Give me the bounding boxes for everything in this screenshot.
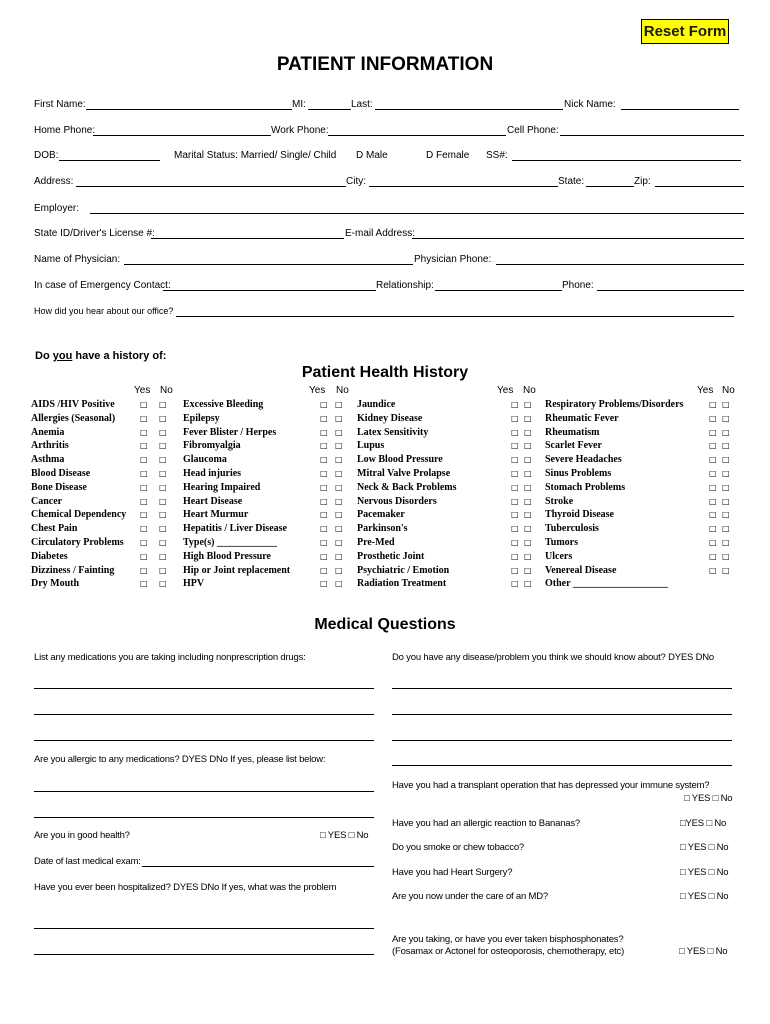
condition-no-checkbox[interactable]: □: [159, 482, 167, 492]
zip-field[interactable]: [655, 176, 744, 187]
condition-yes-checkbox[interactable]: □: [320, 427, 328, 437]
condition-yes-checkbox[interactable]: □: [511, 524, 519, 534]
condition-no-checkbox[interactable]: □: [335, 400, 343, 409]
condition-no-checkbox[interactable]: □: [159, 551, 167, 561]
first-name-field[interactable]: [86, 99, 292, 110]
condition-yes-checkbox[interactable]: □: [320, 524, 328, 534]
condition-label: Rheumatic Fever: [545, 412, 619, 424]
condition-no-checkbox[interactable]: □: [159, 510, 167, 520]
condition-label: Arthritis: [31, 440, 69, 452]
condition-no-checkbox[interactable]: □: [524, 579, 532, 589]
condition-label: Excessive Bleeding: [183, 399, 264, 410]
condition-label: Type(s) ____________: [183, 537, 277, 548]
dob-field[interactable]: [59, 150, 160, 161]
no-header: No: [160, 385, 173, 396]
male-option[interactable]: D Male: [356, 150, 388, 161]
physician-label: Name of Physician:: [34, 254, 121, 265]
condition-label: Diabetes: [31, 550, 68, 562]
hospitalized-line-1[interactable]: [34, 928, 374, 929]
condition-label: Scarlet Fever: [545, 440, 602, 452]
condition-yes-checkbox[interactable]: □: [140, 579, 148, 589]
condition-yes-checkbox[interactable]: □: [320, 538, 328, 547]
emergency-phone-label: Phone:: [562, 280, 594, 291]
physician-field[interactable]: [124, 254, 413, 265]
condition-yes-checkbox[interactable]: □: [511, 441, 519, 451]
yes-header: Yes: [497, 385, 514, 396]
condition-no-checkbox[interactable]: □: [524, 524, 532, 534]
condition-yes-checkbox[interactable]: □: [140, 565, 148, 575]
disease-line-3[interactable]: [392, 740, 732, 741]
last-exam-label: Date of last medical exam:: [34, 856, 141, 867]
medications-line-1[interactable]: [34, 688, 374, 689]
condition-yes-checkbox[interactable]: □: [511, 427, 519, 437]
cell-phone-label: Cell Phone:: [507, 125, 559, 136]
condition-no-checkbox[interactable]: □: [722, 427, 730, 437]
page-title: PATIENT INFORMATION: [276, 54, 494, 75]
nick-name-field[interactable]: [621, 99, 739, 110]
condition-yes-checkbox[interactable]: □: [140, 510, 148, 520]
condition-yes-checkbox[interactable]: □: [320, 482, 328, 492]
condition-label: Circulatory Problems: [31, 537, 124, 548]
condition-label: Psychiatric / Emotion: [357, 564, 450, 576]
state-field[interactable]: [586, 176, 634, 187]
condition-yes-checkbox[interactable]: □: [140, 469, 148, 478]
zip-label: Zip:: [634, 176, 651, 187]
ss-label: SS#:: [486, 150, 508, 161]
bananas-yes-no[interactable]: □YES □ No: [680, 818, 727, 829]
condition-label: Heart Disease: [183, 495, 243, 507]
condition-yes-checkbox[interactable]: □: [709, 551, 717, 561]
condition-label: Allergies (Seasonal): [31, 412, 116, 424]
condition-label: Fever Blister / Herpes: [183, 426, 277, 438]
condition-no-checkbox[interactable]: □: [524, 469, 532, 478]
condition-yes-checkbox[interactable]: □: [140, 482, 148, 492]
condition-no-checkbox[interactable]: □: [722, 455, 730, 465]
condition-label: Pre-Med: [357, 537, 395, 548]
home-phone-field[interactable]: [93, 125, 271, 136]
condition-yes-checkbox[interactable]: □: [709, 482, 717, 492]
condition-label: Lupus: [357, 440, 385, 452]
condition-no-checkbox[interactable]: □: [159, 496, 167, 506]
condition-no-checkbox[interactable]: □: [335, 482, 343, 492]
work-phone-label: Work Phone:: [271, 125, 329, 136]
condition-no-checkbox[interactable]: □: [524, 482, 532, 492]
license-label: State ID/Driver's License #:: [34, 228, 155, 239]
condition-label: Venereal Disease: [545, 564, 617, 576]
condition-no-checkbox[interactable]: □: [159, 469, 167, 478]
condition-label: Heart Murmur: [183, 509, 249, 521]
condition-label: Radiation Treatment: [357, 578, 447, 590]
condition-yes-checkbox[interactable]: □: [140, 400, 148, 409]
mi-field[interactable]: [308, 99, 351, 110]
no-header: No: [336, 385, 349, 396]
condition-label: Stroke: [545, 495, 574, 507]
condition-label: Neck & Back Problems: [357, 481, 457, 493]
hospitalized-question: Have you ever been hospitalized? DYES DNo If yes, what was the problem: [34, 882, 337, 893]
employer-field[interactable]: [90, 203, 744, 214]
tobacco-question: Do you smoke or chew tobacco?: [392, 842, 525, 853]
condition-yes-checkbox[interactable]: □: [511, 538, 519, 547]
condition-yes-checkbox[interactable]: □: [140, 538, 148, 547]
relationship-field[interactable]: [435, 280, 562, 291]
condition-no-checkbox[interactable]: □: [335, 551, 343, 561]
condition-yes-checkbox[interactable]: □: [709, 455, 717, 465]
condition-yes-checkbox[interactable]: □: [320, 565, 328, 575]
female-option[interactable]: D Female: [426, 150, 470, 161]
license-field[interactable]: [151, 228, 344, 239]
condition-yes-checkbox[interactable]: □: [320, 413, 328, 423]
last-exam-field[interactable]: [142, 866, 374, 867]
condition-label: Severe Headaches: [545, 454, 622, 466]
condition-label: Tumors: [545, 537, 578, 548]
condition-label: Mitral Valve Prolapse: [357, 468, 451, 479]
condition-no-checkbox[interactable]: □: [722, 413, 730, 423]
condition-yes-checkbox[interactable]: □: [511, 496, 519, 506]
condition-label: Stomach Problems: [545, 481, 626, 493]
nick-name-label: Nick Name:: [564, 99, 616, 110]
bisphosphonates-question: Are you taking, or have you ever taken bisphosphonates?: [392, 934, 624, 945]
patient-health-history-title: Patient Health History: [301, 364, 469, 381]
address-field[interactable]: [76, 176, 346, 187]
condition-yes-checkbox[interactable]: □: [140, 427, 148, 437]
condition-label: Nervous Disorders: [357, 495, 437, 507]
disease-question: Do you have any disease/problem you think we should know about? DYES DNo: [392, 652, 714, 663]
condition-yes-checkbox[interactable]: □: [511, 469, 519, 478]
condition-label: HPV: [183, 578, 205, 590]
condition-label: Tuberculosis: [545, 523, 599, 535]
relationship-label: Relationship:: [376, 280, 434, 291]
email-label: E-mail Address:: [345, 228, 416, 239]
medications-line-3[interactable]: [34, 740, 374, 741]
condition-label: Chest Pain: [31, 523, 78, 535]
condition-label: Jaundice: [357, 399, 396, 410]
condition-no-checkbox[interactable]: □: [524, 427, 532, 437]
condition-no-checkbox[interactable]: □: [722, 496, 730, 506]
condition-no-checkbox[interactable]: □: [524, 551, 532, 561]
condition-label: Anemia: [31, 426, 65, 438]
condition-label: Hearing Impaired: [183, 481, 261, 493]
condition-label: Low Blood Pressure: [357, 454, 443, 466]
emergency-phone-field[interactable]: [597, 280, 744, 291]
condition-yes-checkbox[interactable]: □: [511, 413, 519, 423]
emergency-contact-field[interactable]: [163, 280, 376, 291]
condition-yes-checkbox[interactable]: □: [320, 455, 328, 465]
condition-label: Latex Sensitivity: [357, 426, 429, 438]
tobacco-yes-no[interactable]: □ YES □ No: [680, 842, 729, 853]
reset-form-button[interactable]: Reset Form: [641, 19, 729, 44]
heart-surgery-yes-no[interactable]: □ YES □ No: [680, 867, 729, 878]
condition-yes-checkbox[interactable]: □: [320, 441, 328, 451]
condition-yes-checkbox[interactable]: □: [511, 510, 519, 520]
condition-yes-checkbox[interactable]: □: [140, 441, 148, 451]
condition-yes-checkbox[interactable]: □: [140, 496, 148, 506]
condition-yes-checkbox[interactable]: □: [320, 400, 328, 409]
disease-line-1[interactable]: [392, 688, 732, 689]
condition-label: Rheumatism: [545, 426, 600, 438]
referral-label: How did you hear about our office?: [34, 306, 174, 316]
good-health-question: Are you in good health?: [34, 830, 130, 841]
condition-label: Dry Mouth: [31, 578, 80, 590]
condition-label: Prosthetic Joint: [357, 550, 425, 562]
condition-label: Asthma: [31, 454, 65, 466]
condition-no-checkbox[interactable]: □: [335, 469, 343, 478]
city-field[interactable]: [369, 176, 558, 187]
condition-label: Bone Disease: [31, 481, 87, 493]
condition-label: Kidney Disease: [357, 412, 423, 424]
condition-no-checkbox[interactable]: □: [159, 427, 167, 437]
md-care-yes-no[interactable]: □ YES □ No: [680, 891, 729, 902]
condition-no-checkbox[interactable]: □: [159, 400, 167, 409]
condition-yes-checkbox[interactable]: □: [140, 455, 148, 465]
condition-label: Chemical Dependency: [31, 509, 127, 521]
condition-yes-checkbox[interactable]: □: [320, 579, 328, 589]
condition-no-checkbox[interactable]: □: [159, 441, 167, 451]
condition-label: Blood Disease: [31, 468, 91, 479]
condition-no-checkbox[interactable]: □: [159, 524, 167, 534]
condition-yes-checkbox[interactable]: □: [320, 496, 328, 506]
condition-label: Fibromyalgia: [183, 440, 241, 452]
dob-label: DOB:: [34, 150, 59, 161]
condition-yes-checkbox[interactable]: □: [709, 496, 717, 506]
condition-no-checkbox[interactable]: □: [335, 496, 343, 506]
bisphosphonates-yes-no[interactable]: □ YES □ No: [679, 946, 728, 957]
condition-no-checkbox[interactable]: □: [524, 413, 532, 423]
condition-label: Hip or Joint replacement: [183, 564, 291, 576]
condition-no-checkbox[interactable]: □: [524, 496, 532, 506]
state-label: State:: [558, 176, 585, 187]
condition-no-checkbox[interactable]: □: [335, 524, 343, 534]
condition-yes-checkbox[interactable]: □: [511, 565, 519, 575]
condition-label: Hepatitis / Liver Disease: [183, 523, 287, 535]
condition-no-checkbox[interactable]: □: [524, 400, 532, 409]
condition-label: Cancer: [31, 495, 63, 507]
medications-line-2[interactable]: [34, 714, 374, 715]
last-name-field[interactable]: [375, 99, 563, 110]
condition-label: Other ___________________: [545, 578, 668, 590]
condition-yes-checkbox[interactable]: □: [511, 551, 519, 561]
md-care-question: Are you now under the care of an MD?: [392, 891, 548, 902]
condition-yes-checkbox[interactable]: □: [320, 551, 328, 561]
referral-field[interactable]: [176, 306, 734, 317]
condition-no-checkbox[interactable]: □: [722, 538, 730, 547]
yes-header: Yes: [697, 385, 714, 396]
condition-label: Dizziness / Fainting: [31, 564, 115, 576]
condition-yes-checkbox[interactable]: □: [511, 482, 519, 492]
condition-no-checkbox[interactable]: □: [524, 538, 532, 547]
bisphosphonates-note: (Fosamax or Actonel for osteoporosis, chemotherapy, etc): [392, 946, 625, 957]
allergy-line-2[interactable]: [34, 817, 374, 818]
condition-no-checkbox[interactable]: □: [159, 413, 167, 423]
condition-no-checkbox[interactable]: □: [722, 400, 730, 409]
mi-label: MI:: [292, 99, 306, 110]
condition-yes-checkbox[interactable]: □: [140, 524, 148, 534]
condition-yes-checkbox[interactable]: □: [709, 469, 717, 478]
condition-no-checkbox[interactable]: □: [722, 551, 730, 561]
condition-no-checkbox[interactable]: □: [335, 441, 343, 451]
condition-label: Ulcers: [545, 550, 573, 562]
condition-yes-checkbox[interactable]: □: [709, 427, 717, 437]
condition-no-checkbox[interactable]: □: [335, 427, 343, 437]
condition-yes-checkbox[interactable]: □: [320, 510, 328, 520]
city-label: City:: [346, 176, 366, 187]
condition-no-checkbox[interactable]: □: [722, 482, 730, 492]
condition-yes-checkbox[interactable]: □: [709, 524, 717, 534]
condition-yes-checkbox[interactable]: □: [709, 510, 717, 520]
disease-line-2[interactable]: [392, 714, 732, 715]
condition-yes-checkbox[interactable]: □: [709, 400, 717, 409]
condition-no-checkbox[interactable]: □: [524, 455, 532, 465]
physician-phone-field[interactable]: [496, 254, 744, 265]
condition-no-checkbox[interactable]: □: [722, 469, 730, 478]
address-label: Address:: [34, 176, 74, 187]
condition-yes-checkbox[interactable]: □: [511, 400, 519, 409]
condition-label: Respiratory Problems/Disorders: [545, 399, 684, 410]
condition-no-checkbox[interactable]: □: [335, 413, 343, 423]
condition-no-checkbox[interactable]: □: [524, 565, 532, 575]
cell-phone-field[interactable]: [560, 125, 744, 136]
condition-yes-checkbox[interactable]: □: [140, 413, 148, 423]
marital-status-label: Marital Status: Married/ Single/ Child: [174, 150, 337, 161]
heart-surgery-question: Have you had Heart Surgery?: [392, 867, 513, 878]
history-prompt: Do you have a history of:: [35, 350, 167, 362]
condition-yes-checkbox[interactable]: □: [709, 565, 717, 575]
email-field[interactable]: [412, 228, 744, 239]
condition-yes-checkbox[interactable]: □: [511, 455, 519, 465]
condition-label: Epilepsy: [183, 412, 220, 424]
condition-no-checkbox[interactable]: □: [722, 441, 730, 451]
transplant-question: Have you had a transplant operation that has depressed your immune system?: [392, 780, 710, 791]
condition-no-checkbox[interactable]: □: [335, 510, 343, 520]
condition-no-checkbox[interactable]: □: [722, 524, 730, 534]
condition-yes-checkbox[interactable]: □: [709, 538, 717, 547]
condition-no-checkbox[interactable]: □: [159, 538, 167, 547]
ss-field[interactable]: [512, 150, 741, 161]
condition-no-checkbox[interactable]: □: [524, 510, 532, 520]
yes-header: Yes: [309, 385, 326, 396]
condition-yes-checkbox[interactable]: □: [511, 579, 519, 589]
transplant-yes-no[interactable]: □ YES □ No: [684, 793, 733, 804]
disease-line-4[interactable]: [392, 765, 732, 766]
condition-yes-checkbox[interactable]: □: [709, 413, 717, 423]
condition-label: High Blood Pressure: [183, 550, 271, 562]
hospitalized-line-2[interactable]: [34, 954, 374, 955]
condition-no-checkbox[interactable]: □: [159, 579, 167, 589]
condition-label: Glaucoma: [183, 454, 227, 466]
condition-label: Sinus Problems: [545, 468, 612, 479]
first-name-label: First Name:: [34, 99, 86, 110]
no-header: No: [523, 385, 536, 396]
condition-no-checkbox[interactable]: □: [335, 538, 343, 547]
physician-phone-label: Physician Phone:: [414, 254, 492, 265]
last-name-label: Last:: [351, 99, 373, 110]
condition-no-checkbox[interactable]: □: [159, 455, 167, 465]
medications-question: List any medications you are taking including nonprescription drugs:: [34, 652, 306, 663]
condition-yes-checkbox[interactable]: □: [320, 469, 328, 478]
condition-no-checkbox[interactable]: □: [524, 441, 532, 451]
condition-no-checkbox[interactable]: □: [159, 565, 167, 575]
condition-yes-checkbox[interactable]: □: [709, 441, 717, 451]
allergy-line-1[interactable]: [34, 791, 374, 792]
yes-header: Yes: [134, 385, 151, 396]
allergic-question: Are you allergic to any medications? DYES DNo If yes, please list below:: [34, 754, 326, 765]
condition-label: Head injuries: [183, 468, 242, 479]
emergency-contact-label: In case of Emergency Contact:: [34, 280, 171, 291]
condition-no-checkbox[interactable]: □: [335, 455, 343, 465]
condition-no-checkbox[interactable]: □: [335, 579, 343, 589]
condition-no-checkbox[interactable]: □: [722, 565, 730, 575]
condition-label: Thyroid Disease: [545, 509, 614, 521]
condition-label: AIDS /HIV Positive: [31, 399, 115, 410]
condition-no-checkbox[interactable]: □: [335, 565, 343, 575]
home-phone-label: Home Phone:: [34, 125, 96, 136]
work-phone-field[interactable]: [328, 125, 506, 136]
bananas-question: Have you had an allergic reaction to Bananas?: [392, 818, 580, 829]
good-health-yes-no[interactable]: □ YES □ No: [320, 830, 369, 841]
employer-label: Employer:: [34, 203, 80, 214]
condition-label: Pacemaker: [357, 509, 405, 521]
condition-label: Parkinson's: [357, 523, 408, 535]
medical-questions-title: Medical Questions: [314, 616, 456, 633]
no-header: No: [722, 385, 735, 396]
condition-no-checkbox[interactable]: □: [722, 510, 730, 520]
condition-yes-checkbox[interactable]: □: [140, 551, 148, 561]
